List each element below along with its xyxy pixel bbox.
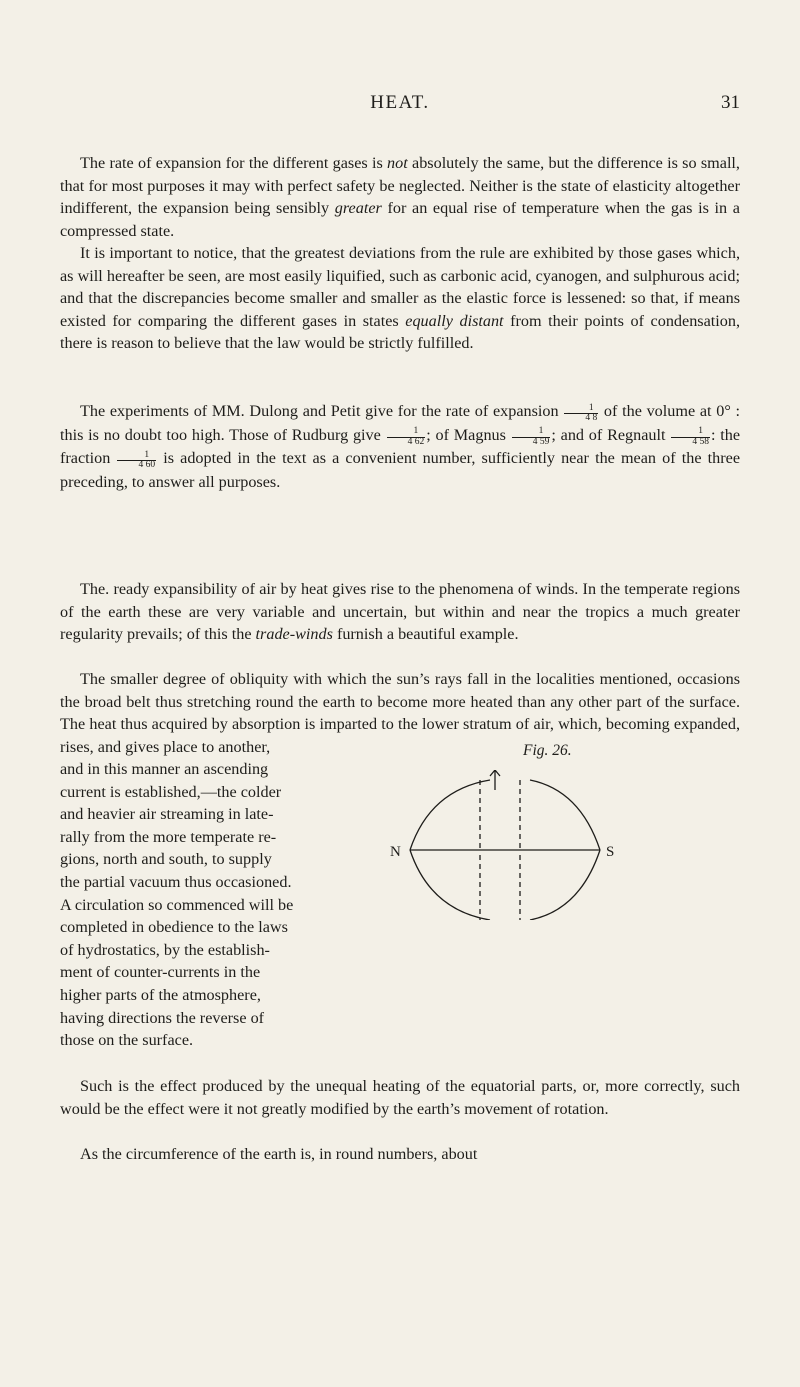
fraction-numerator: 1 [387, 427, 426, 438]
fraction-adopted [117, 451, 156, 471]
text-line: the partial vacuum thus occasioned. [60, 872, 292, 891]
running-title: HEAT. [370, 92, 430, 113]
fraction-numerator: 1 [512, 427, 551, 438]
text-line: rally from the more temperate re- [60, 827, 277, 846]
text-run: It is important to notice, that the greatest deviations from the rule are exhibited by those gases which, as will hereafter be seen, are most easily liquified, such as carbonic acid, cyanogen, and sulphurous acid; and that the discrepancies become smaller and smaller as the elastic force is lessened: so that, if means existed for comparing the different gases in states [60, 244, 740, 330]
text-line: and heavier air streaming in late- [60, 805, 274, 824]
page-number: 31 [721, 92, 740, 113]
emphasis-greater: greater [334, 199, 382, 218]
paragraph-circumference: As the circumference of the earth is, in round numbers, about [80, 1145, 478, 1163]
emphasis-trade-winds: trade-winds [255, 625, 333, 644]
fraction-denominator: 4 60 [138, 460, 156, 470]
text-run: from their points of condensation, there is reason to believe that the law would be strictly fulfilled. [60, 311, 740, 353]
text-line: completed in obedience to the laws [60, 918, 288, 937]
fraction-magnus [512, 427, 551, 447]
paragraph-expansion-rate [60, 152, 740, 242]
fraction-numerator: 1 [117, 451, 156, 462]
text-line: gions, north and south, to supply [60, 850, 272, 869]
upper-left-arc [410, 780, 490, 850]
text-run: The rate of expansion for the different gases is [80, 154, 388, 172]
fraction-numerator: 1 [671, 427, 710, 438]
figure-caption: Fig. 26. [523, 742, 572, 759]
paragraph-obliquity: The smaller degree of obliquity with which the sun’s rays fall in the localities mentioned, occasions the broad belt thus stretching round the earth to become more heated than any other part of the surface. The heat thus acquired by absorption is imparted to the lower stratum of air, which, becoming expanded, rises, and gives place to another, [60, 670, 740, 756]
paragraph-experiments [60, 400, 740, 493]
paragraph-equatorial: Such is the effect produced by the unequal heating of the equatorial parts, or, more correctly, such would be the effect were it not greatly modified by the earth’s movement of rotation. [60, 1077, 740, 1118]
fraction-numerator: 1 [564, 404, 598, 415]
text-run: for an equal rise of temperature when the gas is in a compressed state. [60, 199, 740, 240]
fraction-rudburg [387, 427, 426, 447]
label-north: N [390, 844, 401, 860]
text-line: and in this manner an ascending [60, 760, 269, 778]
fraction-regnault [671, 427, 710, 447]
text-line: ment of counter-currents in the [60, 963, 261, 982]
running-head [60, 92, 740, 122]
paragraph-deviations [60, 242, 740, 355]
text-run: The experiments of MM. Dulong and Petit give for the rate of expansion [80, 402, 564, 420]
emphasis-not: not [387, 154, 408, 172]
text-line: A circulation so commenced will be [60, 895, 294, 914]
text-run: furnish a beautiful example. [332, 625, 519, 644]
text-run: ; and of Regnault [551, 425, 671, 444]
fraction-denominator: 4 62 [407, 436, 425, 447]
text-line: current is established,—the colder [60, 782, 282, 801]
fraction-denominator: 4 8 [585, 413, 598, 423]
text-line: those on the surface. [60, 1031, 194, 1050]
fraction-dulong-petit [564, 404, 598, 424]
text-run: is adopted in the text as a convenient number, sufficiently near the mean of the three preceding, to answer all purposes. [60, 449, 741, 491]
text-run: of the volume at 0° : this is no doubt too high. Those of Rudburg give [60, 402, 741, 444]
paragraph-obliquity-continued [60, 758, 350, 1052]
trade-wind-circulation-diagram [350, 770, 750, 920]
text-line: of hydrostatics, by the establish- [60, 940, 270, 959]
fraction-denominator: 4 59 [532, 436, 550, 447]
text-line: having directions the reverse of [60, 1008, 265, 1027]
fraction-denominator: 4 58 [692, 436, 709, 447]
lower-right-arc [530, 850, 600, 920]
emphasis-equally-distant: equally distant [405, 311, 504, 330]
text-run: absolutely the same, but the difference is so small, that for most purposes it may with perfect safety be neglected. Neither is the state of elasticity altogether indifferent, the expansion being sensibly [60, 154, 740, 218]
paragraph-winds [60, 578, 740, 646]
text-line: higher parts of the atmosphere, [60, 985, 261, 1004]
text-run: The. ready expansibility of air by heat gives rise to the phenomena of winds. In the temperate regions of the earth these are very variable and uncertain, but within and near the tropics a much greater regularity prevails; of this the [60, 580, 740, 644]
text-run: : the fraction [60, 425, 740, 467]
text-run: ; of Magnus [426, 425, 511, 444]
lower-left-arc [410, 850, 490, 920]
upper-right-arc [530, 780, 600, 850]
label-south: S [606, 844, 615, 860]
